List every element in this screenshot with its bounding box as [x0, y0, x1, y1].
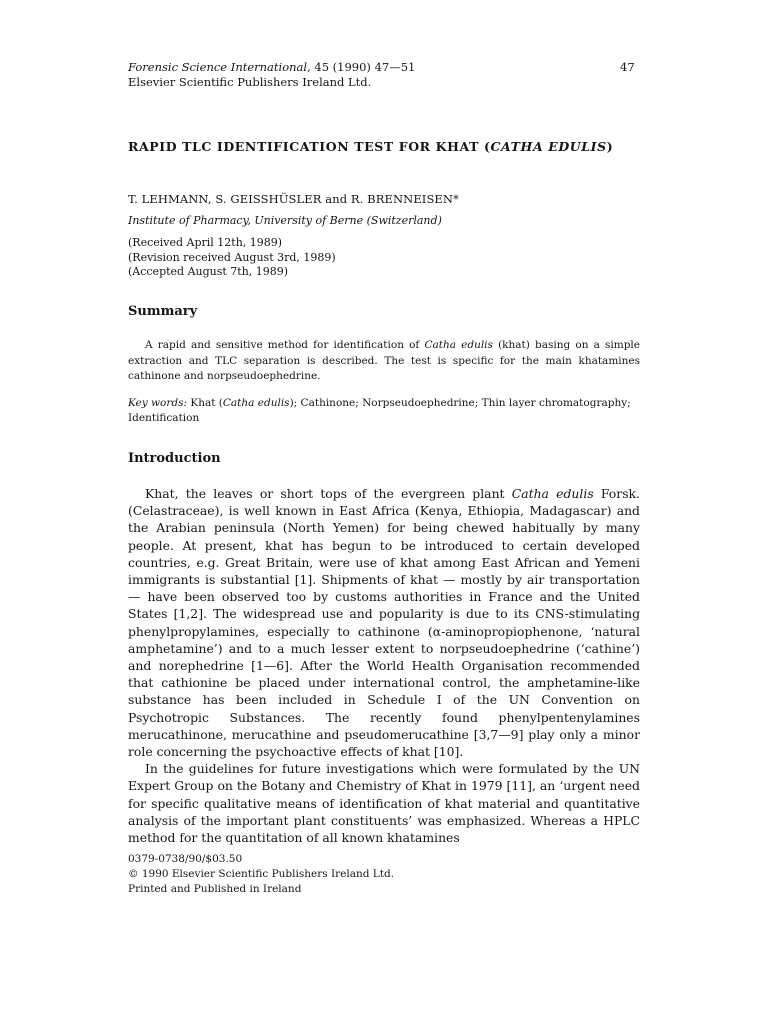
keywords-label: Key words: [128, 397, 188, 409]
journal-citation: 45 (1990) 47—51 [310, 60, 416, 74]
page-number: 47 [620, 60, 635, 74]
article-title: RAPID TLC IDENTIFICATION TEST FOR KHAT (CATHA EDULIS) [128, 139, 614, 154]
copyright-line: © 1990 Elsevier Scientific Publishers Ireland Ltd. [128, 868, 395, 880]
revised-date: (Revision received August 3rd, 1989) [128, 250, 336, 264]
accepted-date: (Accepted August 7th, 1989) [128, 265, 289, 278]
summary-heading: Summary [128, 304, 198, 319]
introduction-heading: Introduction [128, 451, 221, 466]
author-list: T. LEHMANN, S. GEISSHÜSLER and R. BRENNEISEN* [128, 192, 459, 206]
affiliation: Institute of Pharmacy, University of Berne (Switzerland) [128, 214, 442, 227]
intro-paragraph-2: In the guidelines for future investigations which were formulated by the UN Expert Group on the Botany and Chemistry of Khat in 1979 [11], an ‘urgent need for specific qualitative means of identification of khat material and quantitative analysis of the important plant constituents’ was emphasized. Whereas a HPLC method for the quantitation of all known khatamines [128, 761, 640, 846]
issn-code: 0379-0738/90/$03.50 [128, 853, 243, 865]
keywords: Key words: Khat (Catha edulis); Cathinone; Norpseudoephedrine; Thin layer chromatography; Identification [128, 397, 631, 424]
intro-paragraph-1: Khat, the leaves or short tops of the evergreen plant Catha edulis Forsk. (Celastraceae), is well known in East Africa (Kenya, Ethiopia, Madagascar) and the Arabian peninsula (North Yemen) for being chewed habitually by many people. At present, khat has begun to be introduced to certain developed countries, e.g. Great Britain, were use of khat among East African and Yemeni immigrants is substantial [1]. Shipments of khat — mostly by air transportation — have been observed too by customs authorities in France and the United States [1,2]. The widespread use and popularity is due to its CNS-stimulating phenylpropylamines, especially to cathinone (α-aminopropiophenone, ‘natural amphetamine’) and to a much lesser extent to norpseudoephedrine (‘cathine’) and norephedrine [1—6]. After the World Health Organisation recommended that cathionine be placed under international control, the amphetamine-like substance has been included in Schedule I of the UN Convention on Psychotropic Substances. The recently found phenylpentenylamines merucathinone, merucathine and pseudomerucathine [3,7—9] play only a minor role concerning the psychoactive effects of khat [10]. [128, 486, 640, 760]
received-date: (Received April 12th, 1989) [128, 236, 283, 249]
printed-line: Printed and Published in Ireland [128, 883, 302, 895]
summary-paragraph: A rapid and sensitive method for identification of Catha edulis (khat) basing on a simple extraction and TLC separation is described. The test is specific for the main khatamines cathinone and norpseudoephedrine. [128, 339, 640, 382]
article-dates [128, 236, 336, 280]
introduction-body [128, 485, 640, 846]
publisher-line: Elsevier Scientific Publishers Ireland Ltd. [128, 75, 372, 89]
journal-name: Forensic Science International, [128, 60, 311, 74]
footer [128, 852, 394, 897]
journal-header [128, 60, 415, 90]
